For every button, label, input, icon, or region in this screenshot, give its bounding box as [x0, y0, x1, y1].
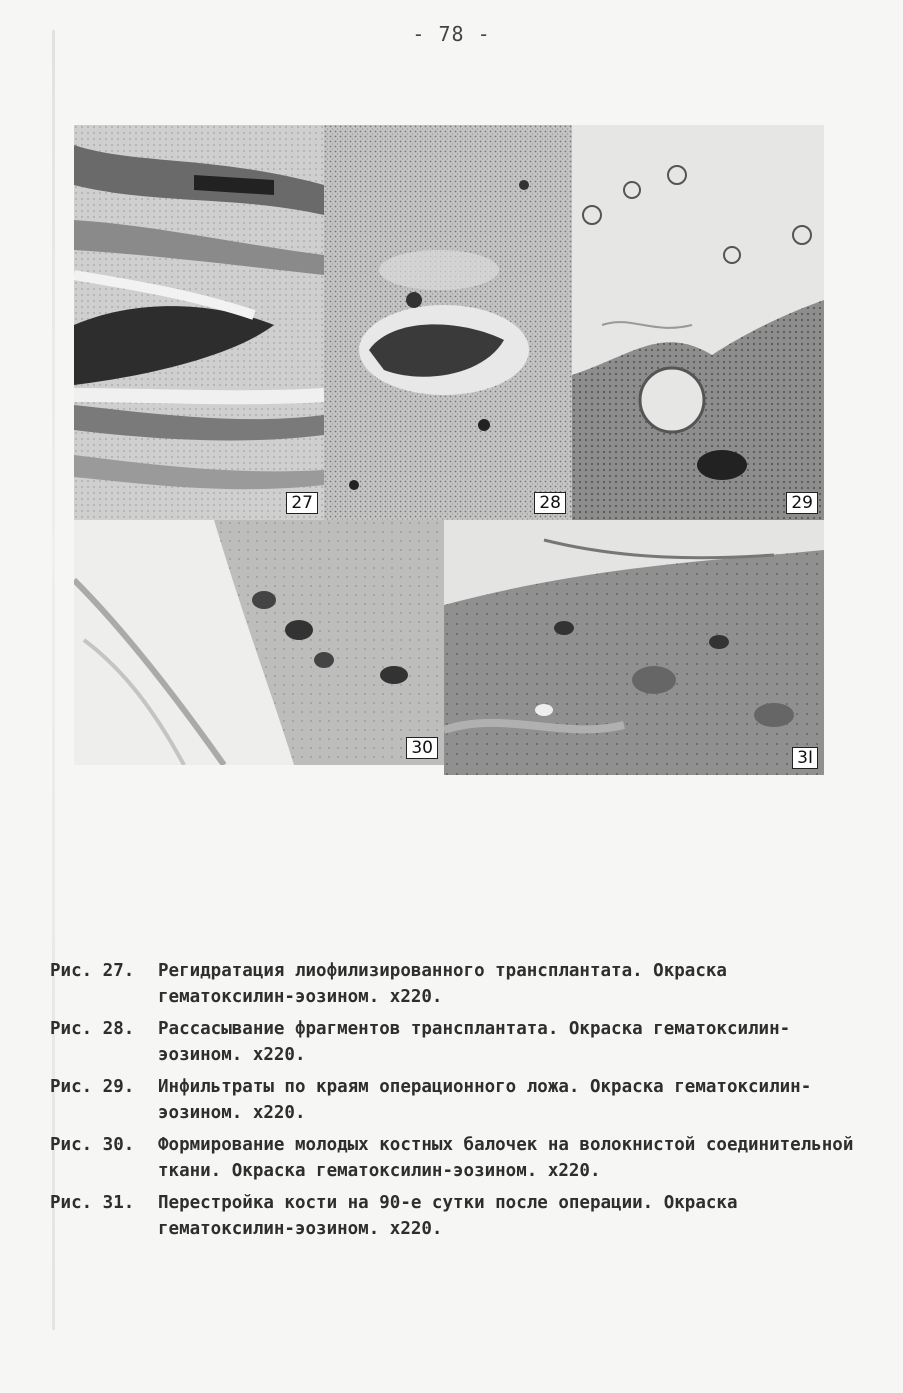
- caption-28-text: Рассасывание фрагментов трансплантата. Окраска гематоксилин-эозином. х220.: [158, 1019, 791, 1065]
- caption-30: [50, 1132, 870, 1184]
- caption-29: [50, 1074, 870, 1126]
- caption-28: [50, 1016, 870, 1068]
- caption-30-prefix: Рис. 30.: [50, 1135, 135, 1155]
- figure-28-photo: [324, 125, 572, 520]
- figure-31-photo: [444, 520, 824, 775]
- caption-28-prefix: Рис. 28.: [50, 1019, 135, 1039]
- figure-30-label: 30: [406, 737, 438, 759]
- figure-27-label: 27: [286, 492, 318, 514]
- micrograph-27: [74, 125, 324, 520]
- figure-captions: [50, 958, 870, 1248]
- caption-27-text: Регидратация лиофилизированного трансплантата. Окраска гематоксилин-эозином. х220.: [158, 961, 727, 1007]
- figure-28-label: 28: [534, 492, 566, 514]
- micrograph-29: [572, 125, 824, 520]
- photo-plate: [74, 125, 834, 785]
- caption-31-prefix: Рис. 31.: [50, 1193, 135, 1213]
- figure-30-photo: [74, 520, 444, 765]
- figure-27-photo: [74, 125, 324, 520]
- figure-31-label: 3I: [792, 747, 818, 769]
- caption-29-prefix: Рис. 29.: [50, 1077, 135, 1097]
- micrograph-28: [324, 125, 572, 520]
- caption-31-text: Перестройка кости на 90-е сутки после операции. Окраска гематоксилин-эозином. х220.: [158, 1193, 738, 1239]
- figure-29-photo: [572, 125, 824, 520]
- caption-27-prefix: Рис. 27.: [50, 961, 135, 981]
- micrograph-30: [74, 520, 444, 765]
- page-number: - 78 -: [412, 22, 491, 46]
- caption-27: [50, 958, 870, 1010]
- micrograph-31: [444, 520, 824, 775]
- caption-29-text: Инфильтраты по краям операционного ложа. Окраска гематоксилин-эозином. х220.: [158, 1077, 812, 1123]
- figure-29-label: 29: [786, 492, 818, 514]
- caption-31: [50, 1190, 870, 1242]
- caption-30-text: Формирование молодых костных балочек на волокнистой соединительной ткани. Окраска гематоксилин-эозином. х220.: [158, 1135, 854, 1181]
